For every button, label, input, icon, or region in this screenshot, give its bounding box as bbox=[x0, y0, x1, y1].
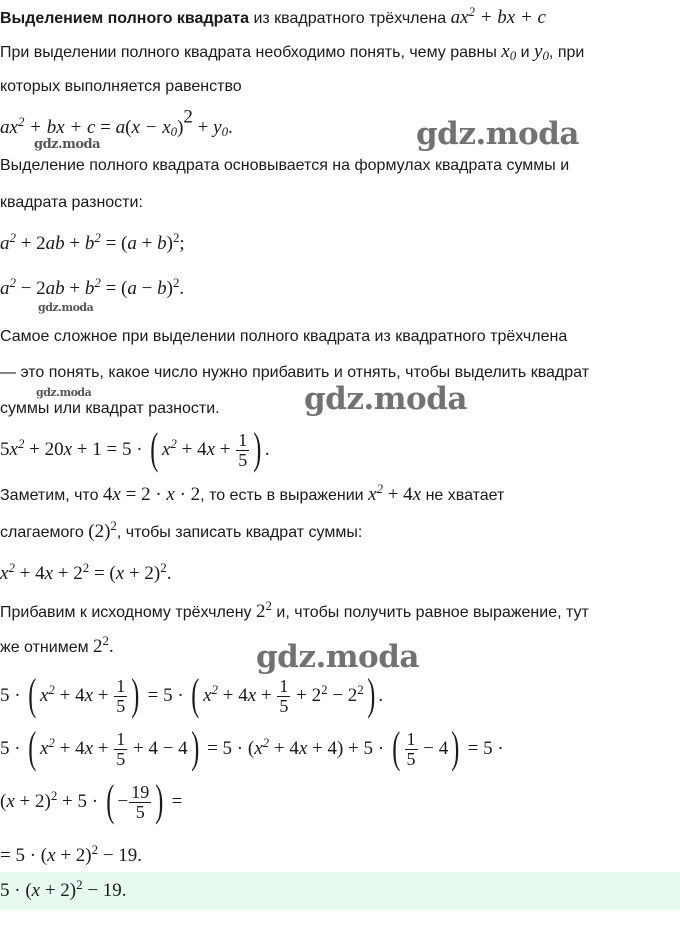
p3-line-a bbox=[0, 326, 680, 348]
intro-bold: Выделением полного квадрата bbox=[0, 10, 249, 27]
p2-line-a bbox=[0, 155, 680, 177]
p4-line-b: слагаемого $(2)^2$, чтобы записать квадрат суммы: bbox=[0, 517, 363, 542]
p5-text-b1: же отнимем bbox=[0, 639, 89, 656]
p1-line-b bbox=[0, 76, 680, 98]
p2-text-a: Выделение полного квадрата основывается на формулах квадрата суммы и bbox=[0, 157, 570, 174]
diff-square-formula: $a^2 - 2ab + b^2 = (a - b)^2$. bbox=[0, 274, 185, 299]
p2-line-b bbox=[0, 192, 680, 214]
p4-text-a2: , то есть в выражении bbox=[200, 487, 364, 504]
derivation-line-4: = $5 \cdot (x + 2)^2 - 19$. bbox=[0, 841, 143, 866]
p1-line-a bbox=[0, 41, 680, 64]
watermark-large-2: gdz.moda bbox=[304, 381, 467, 417]
complete-square-equation: $x^2 + 4x + 2^2 = (x + 2)^2$. bbox=[0, 559, 172, 584]
p1-text-a: При выделении полного квадрата необходимо понять, чему равны bbox=[0, 44, 497, 61]
watermark-large-1: gdz.moda bbox=[416, 116, 579, 152]
y0-symbol: $y_0$ bbox=[534, 41, 549, 64]
trinomial-formula: $ax^2$ + bx + c bbox=[450, 3, 546, 28]
intro-text: из квадратного трёхчлена bbox=[253, 10, 447, 27]
vertex-form-equation: $ax^2$ + bx + $c = a(x - x_0)^2 + y_0$. bbox=[0, 106, 233, 140]
p5-line-b: же отнимем $2^2$. bbox=[0, 632, 114, 657]
derivation-line-2: 5 · ( $x^2 + 4x$ + $\frac{1}{5}$ + $4 - 4) = 5 \cdot (x^2 + 4x + 4) + 5$ · ( $\frac{1}{5}$ − 4) = 5 · bbox=[0, 723, 504, 772]
p4-text-a1: Заметим, что bbox=[0, 487, 99, 504]
p4-text-b1: слагаемого bbox=[0, 524, 84, 541]
factor-equation: $5x^2 + 20x + 1 = 5$ · ( $x^2 + 4x$ + $\frac{1}{5}$ ) . bbox=[0, 424, 270, 473]
p3-text-a: Самое сложное при выделении полного квадрата из квадратного трёхчлена bbox=[0, 328, 568, 345]
watermark-small-2: gdz.moda bbox=[38, 301, 94, 314]
p4-text-b2: , чтобы записать квадрат суммы: bbox=[116, 524, 363, 541]
derivation-line-1: 5 · ( $x^2 + 4x$ + $\frac{1}{5}$ ) = 5 · ( $x^2 + 4x$ + $\frac{1}{5}$ + $2^2 - 2^2$) . bbox=[0, 670, 384, 719]
p4-line-a: Заметим, что 4x = 2 · x · 2, то есть в выражении $x^2 + 4x$ не хватает bbox=[0, 480, 505, 505]
intro-line bbox=[0, 3, 680, 30]
p4-text-a3: не хватает bbox=[425, 487, 505, 504]
x0-symbol: $x_0$ bbox=[501, 41, 517, 64]
p1-text-b: которых выполняется равенство bbox=[0, 78, 242, 95]
p1-comma: , при bbox=[548, 44, 585, 61]
p5-line-a: Прибавим к исходному трёхчлену $2^2$ и, чтобы получить равное выражение, тут bbox=[0, 597, 589, 622]
answer-line: $5 \cdot (x + 2)^2 - 19$. bbox=[0, 876, 127, 901]
sum-square-formula: $a^2 + 2ab + b^2 = (a + b)^2$; bbox=[0, 229, 185, 254]
p3-text-c: суммы или квадрат разности. bbox=[0, 400, 220, 417]
watermark-small-3: gdz.moda bbox=[36, 386, 92, 399]
p3-text-b: — это понять, какое число нужно прибавить и отнять, чтобы выделить квадрат bbox=[0, 364, 590, 381]
p1-and: и bbox=[520, 44, 530, 61]
watermark-small-1: gdz.moda bbox=[34, 137, 101, 152]
p5-text-a2: и, чтобы получить равное выражение, тут bbox=[276, 604, 589, 621]
p2-text-b: квадрата разности: bbox=[0, 194, 143, 211]
p5-text-a1: Прибавим к исходному трёхчлену bbox=[0, 604, 252, 621]
derivation-line-3: $(x + 2)^2 + 5$ · ( − $\frac{19}{5}$ ) = bbox=[0, 776, 183, 825]
watermark-large-3: gdz.moda bbox=[256, 639, 419, 675]
